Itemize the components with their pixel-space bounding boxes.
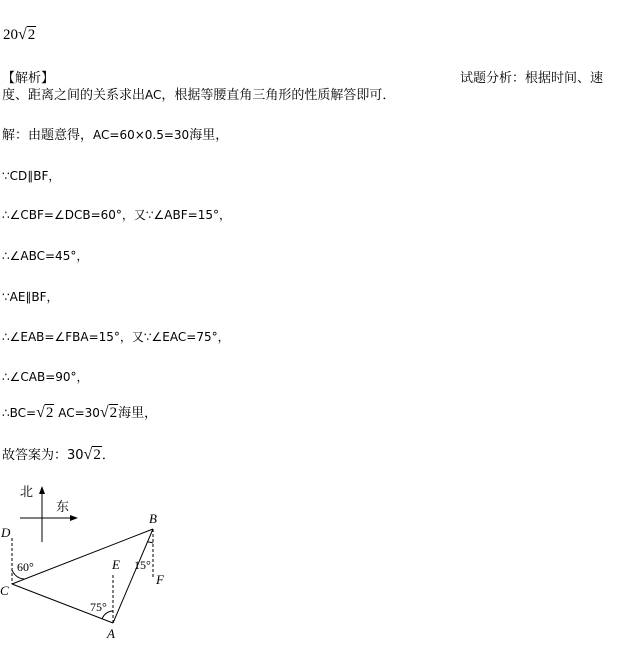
label-e: E — [112, 557, 120, 572]
step7-radicand-1: 2 — [45, 405, 54, 421]
final-answer-radicand: 2 — [93, 447, 101, 463]
segment-ab — [113, 529, 153, 623]
compass-north-label: 北 — [20, 484, 34, 499]
solution-step-4: ∵AE∥BF， — [2, 290, 59, 304]
answer-sqrt — [18, 26, 36, 44]
final-answer-pre: 故答案为：30 — [2, 448, 84, 463]
solution-intro-line — [2, 124, 228, 143]
radical-sign: √ — [18, 26, 27, 43]
solution-step-5 — [2, 328, 230, 345]
angle-label-75: 75° — [90, 600, 107, 614]
solution-intro: 解：由题意得， — [2, 128, 94, 143]
analysis-label: 【解析】 — [2, 71, 55, 86]
step7-radicand-2: 2 — [109, 405, 118, 421]
solution-step-5a: ∴∠EAB=∠FBA=15°， — [2, 330, 132, 344]
compass-east-arrow — [70, 515, 78, 521]
compass-east-label: 东 — [56, 499, 70, 514]
label-b: B — [149, 511, 157, 526]
label-c: C — [0, 583, 9, 598]
analysis-right-text: 试题分析：根据时间、速 — [460, 71, 604, 86]
answer-radicand: 2 — [27, 27, 36, 43]
solution-step-2a: ∴∠CBF=∠DCB=60°， — [2, 208, 134, 222]
solution-step-2b: 又∵∠ABF=15°， — [133, 208, 231, 222]
solution-step-7-pre: ∴BC= — [2, 406, 37, 420]
geometry-figure — [0, 480, 200, 655]
radical-sign: √ — [83, 446, 93, 463]
analysis-line2-b: ，根据等腰直角三角形的性质解答即可． — [161, 88, 396, 103]
solution-step-3: ∴∠ABC=45°， — [2, 249, 89, 263]
angle-label-15: 15° — [134, 558, 151, 572]
label-a: A — [107, 626, 115, 641]
solution-ac-eq: AC=60×0.5=30 — [93, 128, 190, 142]
label-f: F — [156, 572, 164, 587]
solution-step-1: ∵CD∥BF， — [2, 169, 61, 183]
segment-cb — [12, 529, 153, 584]
solution-step-7-post: 海里， — [118, 406, 158, 421]
angle-arc-15 — [148, 542, 153, 543]
analysis-line2-a: 度、距离之间的关系求出 — [2, 88, 146, 103]
answer-coef: 20 — [3, 27, 18, 43]
answer-value — [3, 26, 36, 44]
solution-step-2 — [2, 206, 231, 223]
analysis-line-2 — [2, 84, 395, 103]
solution-ac-unit: 海里， — [189, 128, 229, 143]
angle-label-60: 60° — [17, 560, 34, 574]
step7-sqrt-1 — [36, 404, 54, 422]
solution-step-5b: 又∵∠EAC=75°， — [131, 330, 230, 344]
final-answer-line — [2, 444, 115, 464]
final-answer-sqrt — [84, 446, 102, 464]
analysis-line2-ac: AC — [145, 88, 162, 102]
label-d: D — [1, 525, 11, 540]
solution-step-6: ∴∠CAB=90°， — [2, 370, 89, 384]
radical-sign: √ — [99, 404, 109, 421]
solution-step-7-mid: AC=30 — [54, 406, 100, 420]
radical-sign: √ — [36, 404, 45, 421]
final-answer-post: ． — [101, 448, 115, 463]
step7-sqrt-2 — [100, 404, 118, 422]
solution-step-7 — [2, 402, 157, 422]
compass-north-arrow — [39, 486, 45, 494]
